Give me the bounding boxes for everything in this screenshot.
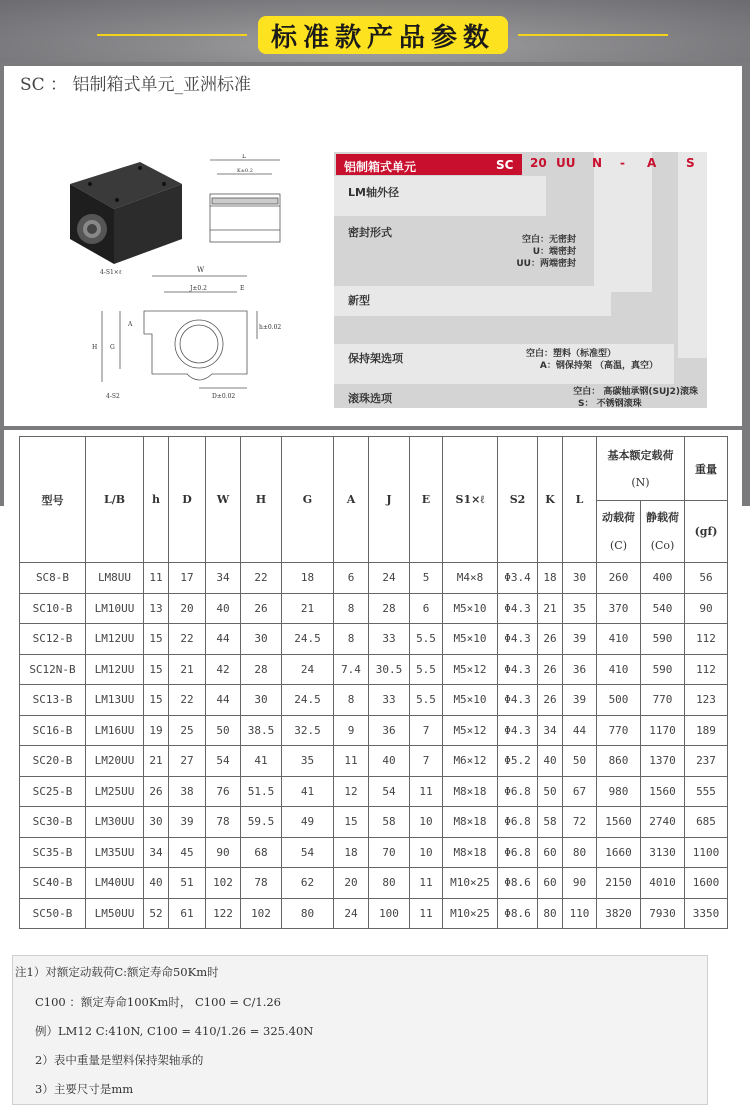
header-weight: 重量 [685,437,728,501]
table-cell: 67 [563,776,597,807]
table-cell: Φ6.8 [498,837,538,868]
code-ball: S [686,156,695,170]
code-series: SC [496,158,514,172]
table-cell: 11 [334,746,369,777]
table-cell: 410 [597,624,641,655]
table-cell: Φ3.4 [498,563,538,594]
table-cell: 370 [597,593,641,624]
header-K: K [538,437,563,563]
table-cell: 24 [282,654,334,685]
table-cell: 260 [597,563,641,594]
table-cell: 30.5 [369,654,410,685]
table-cell: SC25-B [20,776,86,807]
svg-text:J±0.2: J±0.2 [190,285,207,292]
table-cell: 34 [538,715,563,746]
table-cell: 18 [334,837,369,868]
table-cell: 41 [282,776,334,807]
table-cell: 6 [410,593,443,624]
table-cell: LM20UU [86,746,144,777]
table-cell: 40 [144,868,169,899]
svg-text:4-S2: 4-S2 [106,393,120,400]
table-cell: 44 [563,715,597,746]
table-cell: M8×18 [443,776,498,807]
table-cell: 7.4 [334,654,369,685]
legend-ball-option: 滚珠选项 [348,392,392,405]
legend-seal-type: 密封形式 [348,226,392,239]
table-cell: 21 [169,654,206,685]
table-cell: 122 [206,898,241,929]
table-cell: LM50UU [86,898,144,929]
note-line-4: 2）表中重量是塑料保持架轴承的 [35,1053,204,1067]
table-cell: 6 [334,563,369,594]
table-cell: 11 [410,898,443,929]
svg-text:L: L [242,154,246,160]
table-cell: 44 [206,624,241,655]
table-cell: 58 [538,807,563,838]
table-cell: 15 [334,807,369,838]
table-cell: 237 [685,746,728,777]
side-view-drawing [210,154,280,242]
table-cell: 28 [369,593,410,624]
table-cell: LM12UU [86,654,144,685]
table-cell: Φ4.3 [498,624,538,655]
table-cell: LM25UU [86,776,144,807]
table-cell: 40 [369,746,410,777]
table-cell: 59.5 [241,807,282,838]
table-cell: 2740 [641,807,685,838]
note-line-2: C100 ：额定寿命100Km时， C100 = C/1.26 [35,995,281,1009]
table-row [20,807,728,838]
table-cell: M5×12 [443,715,498,746]
table-cell: 60 [538,868,563,899]
banner-title: 标准款产品参数 [258,16,508,54]
table-cell: 18 [538,563,563,594]
table-row [20,624,728,655]
table-cell: SC35-B [20,837,86,868]
table-row [20,898,728,929]
table-cell: 35 [282,746,334,777]
table-cell: 1370 [641,746,685,777]
table-cell: 4010 [641,868,685,899]
table-cell: 90 [206,837,241,868]
table-cell: 8 [334,624,369,655]
table-cell: 30 [241,624,282,655]
table-cell: 39 [169,807,206,838]
table-cell: 555 [685,776,728,807]
table-cell: 36 [563,654,597,685]
table-cell: 26 [144,776,169,807]
svg-text:H: H [92,344,98,351]
table-cell: 8 [334,685,369,716]
table-cell: 5 [410,563,443,594]
header-static-load: 静载荷 (Co) [641,501,685,563]
table-cell: 80 [538,898,563,929]
table-cell: 49 [282,807,334,838]
code-cage: A [647,156,657,170]
table-cell: 39 [563,624,597,655]
product-3d-icon [70,162,182,264]
table-cell: LM10UU [86,593,144,624]
table-cell: M10×25 [443,868,498,899]
table-row [20,593,728,624]
header-J: J [369,437,410,563]
table-cell: 24 [369,563,410,594]
table-cell: 18 [282,563,334,594]
svg-text:4-S1×ℓ: 4-S1×ℓ [100,269,122,276]
table-cell: LM8UU [86,563,144,594]
table-cell: 36 [369,715,410,746]
table-row [20,563,728,594]
table-cell: 80 [369,868,410,899]
table-row [20,776,728,807]
table-cell: LM30UU [86,807,144,838]
table-cell: 15 [144,685,169,716]
table-row [20,746,728,777]
table-cell: 102 [206,868,241,899]
table-cell: LM35UU [86,837,144,868]
table-cell: 28 [241,654,282,685]
header-E: E [410,437,443,563]
table-cell: 44 [206,685,241,716]
header-G: G [282,437,334,563]
table-cell: SC13-B [20,685,86,716]
table-cell: 58 [369,807,410,838]
technical-drawing [62,154,302,404]
table-cell: 26 [538,624,563,655]
table-cell: 20 [169,593,206,624]
table-cell: SC8-B [20,563,86,594]
legend-cage-notes: 空白：塑料（标准型） A：钢保持架 （高温，真空） [526,349,658,371]
table-cell: 15 [144,624,169,655]
table-cell: 50 [206,715,241,746]
table-cell: 8 [334,593,369,624]
table-cell: M5×10 [443,624,498,655]
table-cell: 26 [241,593,282,624]
table-cell: 13 [144,593,169,624]
table-cell: 5.5 [410,685,443,716]
header-S2: S2 [498,437,538,563]
table-cell: M8×18 [443,807,498,838]
table-cell: SC50-B [20,898,86,929]
table-cell: 410 [597,654,641,685]
svg-text:K±0.2: K±0.2 [237,168,253,174]
table-cell: 123 [685,685,728,716]
table-cell: 61 [169,898,206,929]
table-cell: 90 [563,868,597,899]
table-cell: 2150 [597,868,641,899]
table-cell: 112 [685,624,728,655]
table-row [20,837,728,868]
legend-shaft-diameter: LM轴外径 [348,186,399,199]
table-cell: M10×25 [443,898,498,929]
table-cell: 3350 [685,898,728,929]
table-cell: 33 [369,685,410,716]
table-cell: 770 [597,715,641,746]
table-cell: 54 [282,837,334,868]
table-cell: SC12-B [20,624,86,655]
table-cell: 112 [685,654,728,685]
table-cell: 30 [241,685,282,716]
table-cell: M5×10 [443,593,498,624]
table-cell: 24 [334,898,369,929]
table-cell: 21 [538,593,563,624]
table-cell: 24.5 [282,685,334,716]
table-row [20,715,728,746]
table-cell: 30 [563,563,597,594]
header-weight-unit: (gf) [685,501,728,563]
table-cell: 52 [144,898,169,929]
table-cell: 7 [410,715,443,746]
banner-divider-right [518,34,668,36]
table-cell: 76 [206,776,241,807]
code-size: 20 [530,156,547,170]
table-cell: 5.5 [410,654,443,685]
table-cell: 7 [410,746,443,777]
table-cell: M8×18 [443,837,498,868]
header-banner [0,0,750,66]
table-cell: 80 [563,837,597,868]
note-line-3: 例）LM12 C:410N, C100 = 410/1.26 = 325.40N [35,1024,314,1038]
table-cell: 22 [241,563,282,594]
table-cell: 68 [241,837,282,868]
note-line-5: 3）主要尺寸是mm [35,1082,134,1096]
front-view-drawing [92,266,281,400]
table-cell: 102 [241,898,282,929]
table-cell: Φ4.3 [498,593,538,624]
legend-ball-notes: 空白： 高碳轴承钢(SUJ2)滚珠 S： 不锈钢滚珠 [573,387,698,409]
table-cell: 11 [410,868,443,899]
overview-panel-inner [4,66,742,426]
table-cell: 100 [369,898,410,929]
table-cell: 32.5 [282,715,334,746]
spec-table [19,436,728,929]
table-cell: 1100 [685,837,728,868]
table-cell: 1560 [597,807,641,838]
header-lb: L/B [86,437,144,563]
table-cell: 1560 [641,776,685,807]
table-cell: 42 [206,654,241,685]
header-dynamic-load: 动载荷 (C) [597,501,641,563]
table-cell: 590 [641,624,685,655]
note-line-1: 注1）对额定动载荷C:额定寿命50Km时 [15,965,219,979]
table-cell: 21 [144,746,169,777]
table-cell: 110 [563,898,597,929]
table-cell: 770 [641,685,685,716]
svg-text:W: W [197,266,205,274]
table-cell: LM16UU [86,715,144,746]
header-h: h [144,437,169,563]
header-S1: S1×ℓ [443,437,498,563]
table-cell: 41 [241,746,282,777]
table-cell: 22 [169,624,206,655]
table-cell: 39 [563,685,597,716]
table-cell: 54 [369,776,410,807]
table-cell: 20 [334,868,369,899]
table-cell: 12 [334,776,369,807]
table-cell: 34 [206,563,241,594]
table-row [20,654,728,685]
section-title: SC ： 铝制箱式单元_亚洲标准 [20,75,251,95]
table-cell: 60 [538,837,563,868]
table-cell: 26 [538,685,563,716]
table-cell: M5×10 [443,685,498,716]
table-cell: 38 [169,776,206,807]
table-cell: 500 [597,685,641,716]
table-cell: Φ6.8 [498,776,538,807]
table-cell: 30 [144,807,169,838]
table-cell: 40 [538,746,563,777]
table-cell: 1600 [685,868,728,899]
table-cell: 7930 [641,898,685,929]
table-cell: 1170 [641,715,685,746]
header-H: H [241,437,282,563]
table-cell: 45 [169,837,206,868]
table-cell: 62 [282,868,334,899]
svg-text:A: A [128,321,133,328]
table-cell: M6×12 [443,746,498,777]
table-cell: 40 [206,593,241,624]
svg-text:h±0.02: h±0.02 [259,324,282,331]
table-cell: 540 [641,593,685,624]
table-cell: 5.5 [410,624,443,655]
header-W: W [206,437,241,563]
table-cell: 78 [241,868,282,899]
table-cell: SC16-B [20,715,86,746]
header-model: 型号 [20,437,86,563]
table-cell: Φ8.6 [498,868,538,899]
table-cell: 38.5 [241,715,282,746]
table-cell: 24.5 [282,624,334,655]
code-new: N [592,156,603,170]
table-cell: 56 [685,563,728,594]
table-cell: 50 [538,776,563,807]
table-cell: 3130 [641,837,685,868]
code-dash: - [620,156,625,170]
part-number-legend [334,152,707,408]
legend-new-type: 新型 [348,294,370,307]
table-cell: 3820 [597,898,641,929]
table-cell: Φ5.2 [498,746,538,777]
svg-text:G: G [110,344,115,351]
table-cell: 78 [206,807,241,838]
header-load: 基本额定载荷 (N) [597,437,685,501]
table-cell: 35 [563,593,597,624]
table-cell: 189 [685,715,728,746]
header-D: D [169,437,206,563]
legend-seal-notes: 空白：无密封 U：端密封 UU：两端密封 [516,235,576,269]
table-cell: 34 [144,837,169,868]
table-cell: M4×8 [443,563,498,594]
table-cell: SC40-B [20,868,86,899]
table-cell: 70 [369,837,410,868]
table-cell: Φ8.6 [498,898,538,929]
table-cell: 27 [169,746,206,777]
table-cell: 1660 [597,837,641,868]
table-cell: 51.5 [241,776,282,807]
header-A: A [334,437,369,563]
table-cell: LM40UU [86,868,144,899]
table-row [20,868,728,899]
table-row [20,685,728,716]
table-cell: M5×12 [443,654,498,685]
table-cell: 400 [641,563,685,594]
table-cell: 72 [563,807,597,838]
code-seal: UU [556,156,576,170]
table-cell: 590 [641,654,685,685]
table-cell: LM12UU [86,624,144,655]
legend-title-bar: 铝制箱式单元 SC [336,154,522,175]
table-cell: 22 [169,685,206,716]
table-cell: 17 [169,563,206,594]
table-cell: 90 [685,593,728,624]
overview-panel [0,62,750,430]
table-cell: 19 [144,715,169,746]
table-cell: LM13UU [86,685,144,716]
table-cell: 80 [282,898,334,929]
table-cell: SC30-B [20,807,86,838]
table-cell: 10 [410,837,443,868]
table-cell: 15 [144,654,169,685]
table-cell: 860 [597,746,641,777]
table-cell: SC12N-B [20,654,86,685]
table-cell: 54 [206,746,241,777]
table-cell: Φ6.8 [498,807,538,838]
table-cell: 21 [282,593,334,624]
banner-divider-left [97,34,247,36]
table-cell: 50 [563,746,597,777]
table-cell: SC10-B [20,593,86,624]
table-cell: 980 [597,776,641,807]
table-cell: 10 [410,807,443,838]
table-cell: Φ4.3 [498,685,538,716]
table-cell: 9 [334,715,369,746]
notes-box [12,955,708,1105]
svg-text:D±0.02: D±0.02 [212,393,236,400]
table-cell: Φ4.3 [498,715,538,746]
table-cell: 26 [538,654,563,685]
table-cell: SC20-B [20,746,86,777]
table-cell: 25 [169,715,206,746]
table-cell: 51 [169,868,206,899]
table-cell: 685 [685,807,728,838]
table-cell: 33 [369,624,410,655]
table-cell: 11 [410,776,443,807]
svg-text:E: E [240,285,245,292]
header-L: L [563,437,597,563]
table-cell: Φ4.3 [498,654,538,685]
legend-cage-option: 保持架选项 [348,352,403,365]
table-cell: 11 [144,563,169,594]
